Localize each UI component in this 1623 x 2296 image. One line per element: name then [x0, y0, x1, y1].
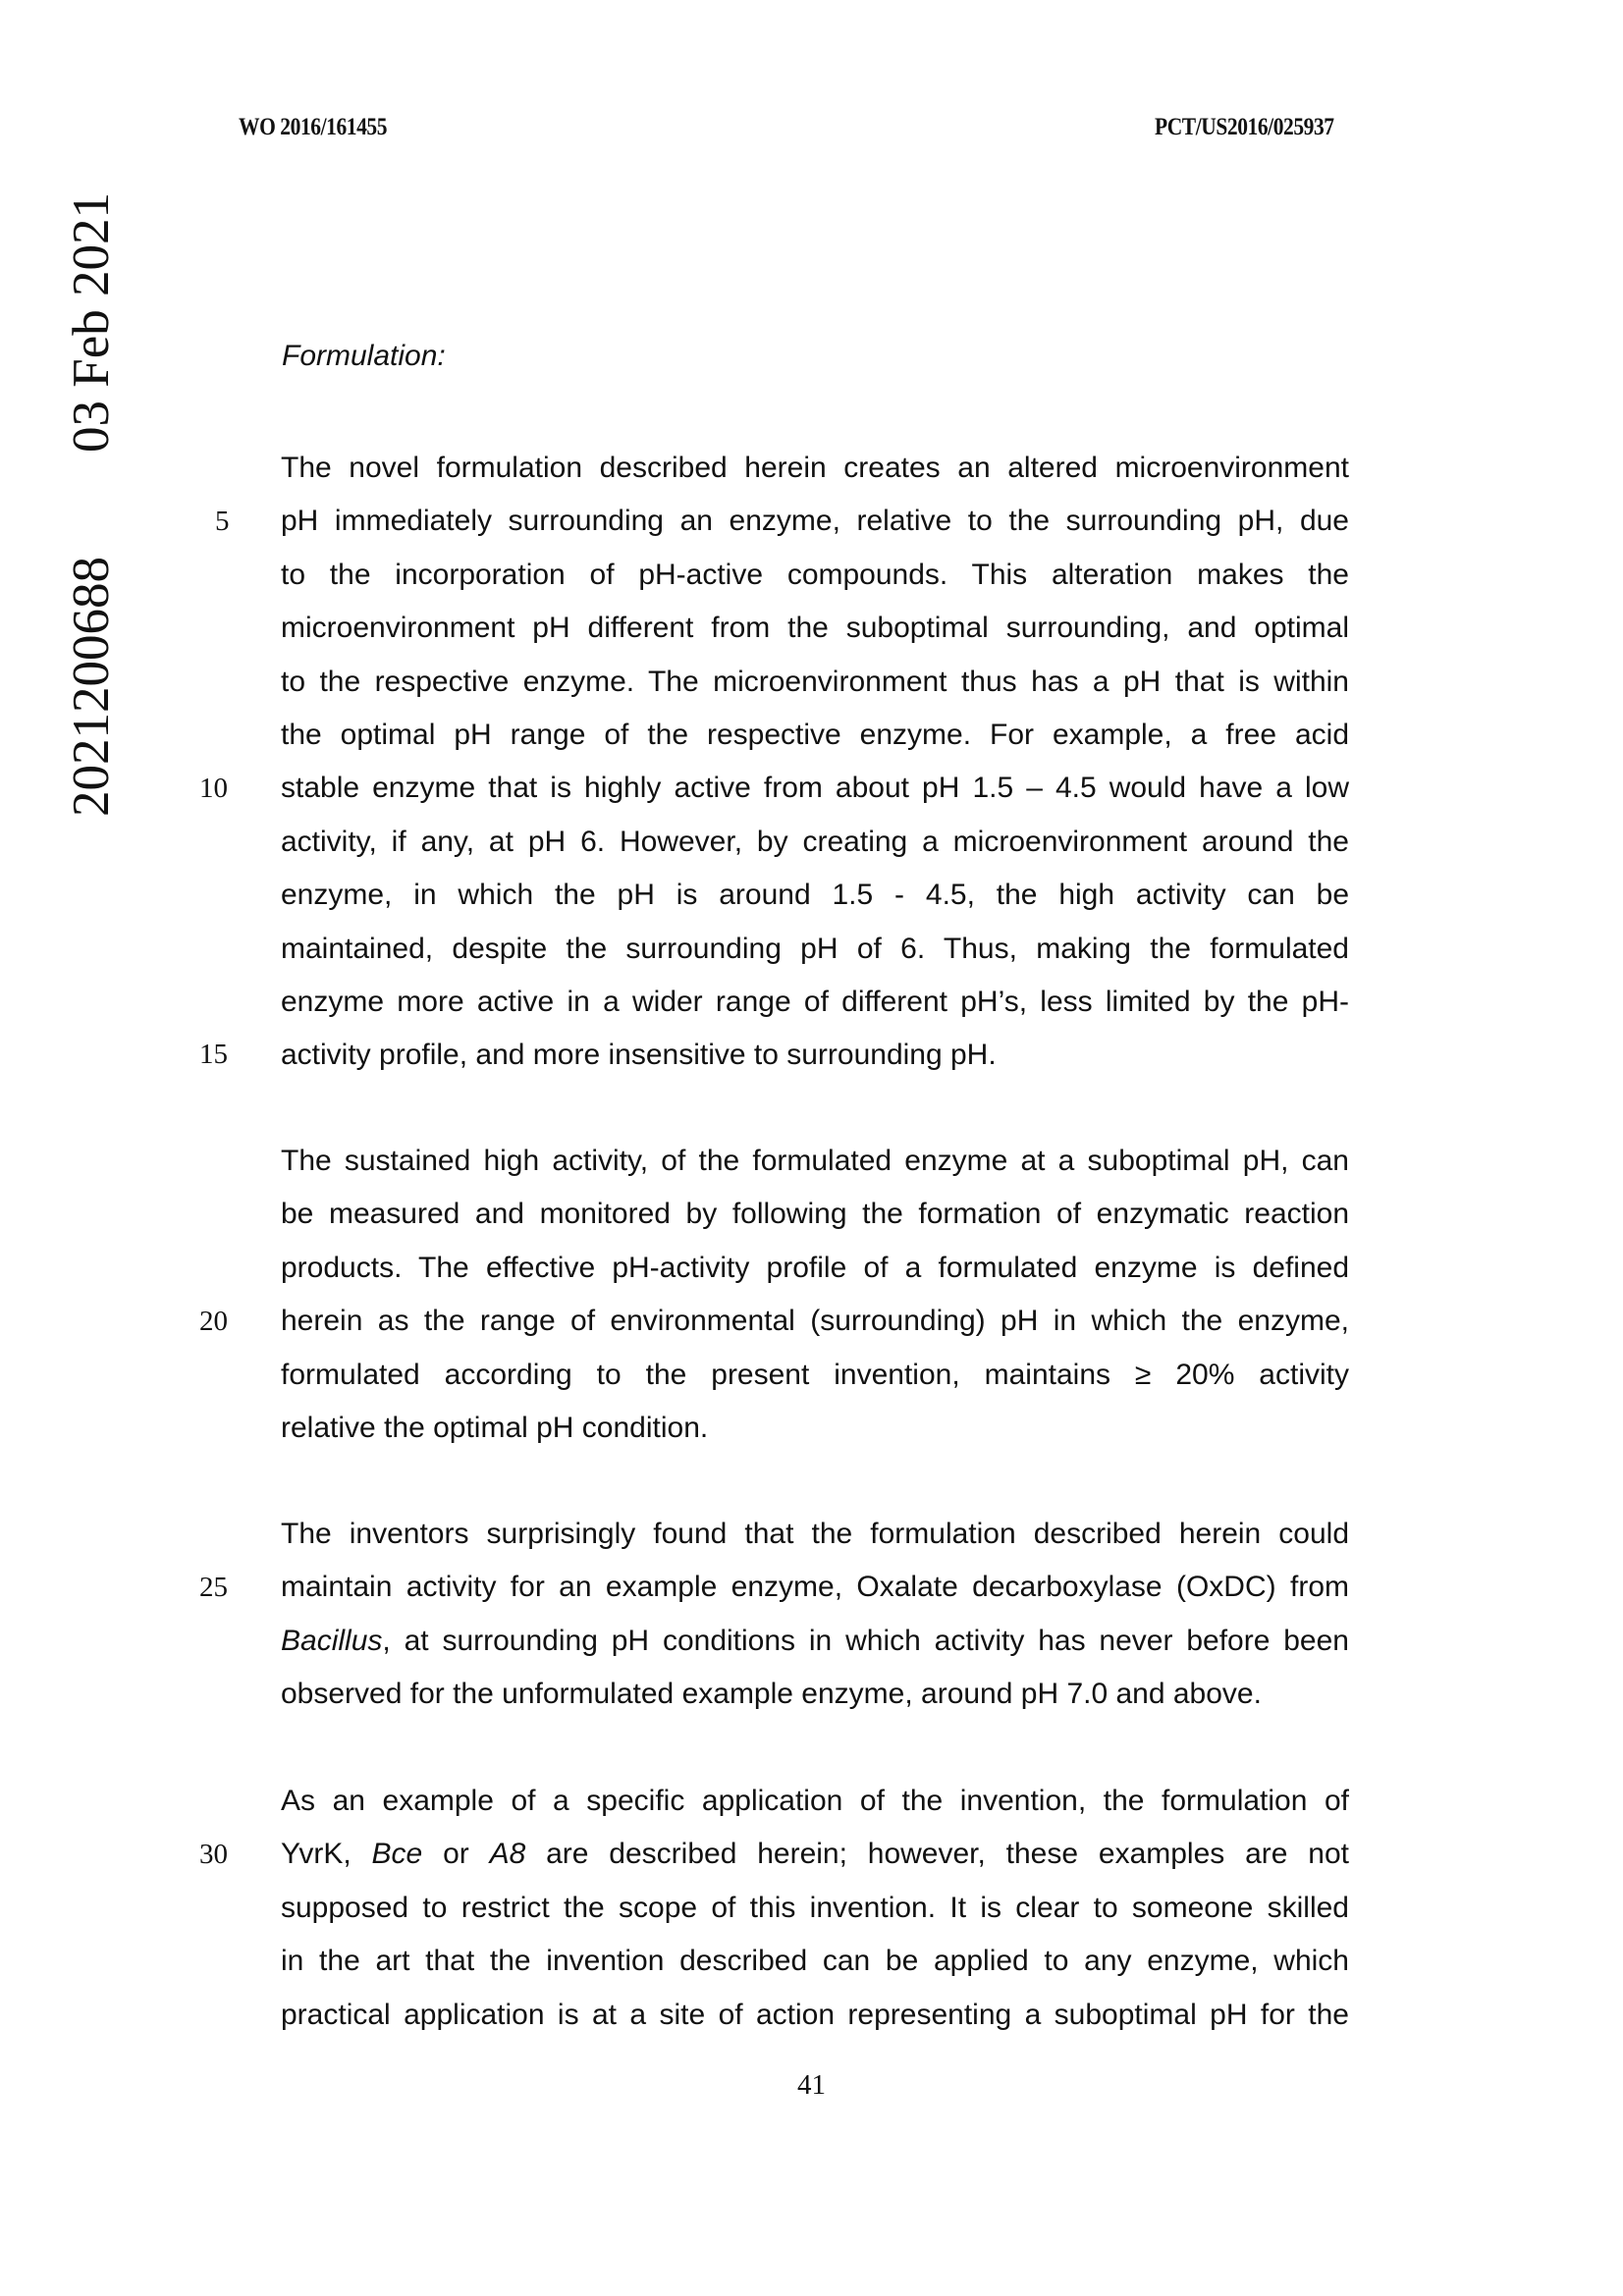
text-line: The inventors surprisingly found that the formulation described herein could — [281, 1518, 1349, 1550]
text-line: to the incorporation of pH-active compounds. This alteration makes the — [281, 558, 1349, 591]
text-line: As an example of a specific application of the invention, the formulation of — [281, 1785, 1349, 1817]
text-line: maintained, despite the surrounding pH of 6. Thus, making the formulated — [281, 932, 1349, 965]
text-line: activity profile, and more insensitive to surrounding pH. — [281, 1039, 997, 1072]
text-line: The novel formulation described herein creates an altered microenvironment — [281, 452, 1349, 484]
text-line: maintain activity for an example enzyme, Oxalate decarboxylase (OxDC) from — [281, 1571, 1349, 1604]
line-number-15: 15 — [199, 1039, 228, 1070]
text-line: Bacillus, at surrounding pH conditions in which activity has never before been — [281, 1624, 1349, 1657]
text-line: microenvironment pH different from the suboptimal surrounding, and optimal — [281, 612, 1349, 645]
text-line: herein as the range of environmental (surrounding) pH in which the enzyme, — [281, 1305, 1349, 1338]
paragraph-4 — [281, 1775, 1349, 2042]
italic-genus: Bacillus — [281, 1624, 383, 1657]
section-heading: Formulation: — [282, 340, 446, 372]
margin-date: 03 Feb 2021 — [63, 192, 120, 453]
text-line: The sustained high activity, of the formulated enzyme at a suboptimal pH, can — [281, 1145, 1349, 1177]
text-line: pH immediately surrounding an enzyme, relative to the surrounding pH, due — [281, 505, 1349, 538]
line-number-10: 10 — [199, 773, 228, 804]
text-line: activity, if any, at pH 6. However, by creating a microenvironment around the — [281, 825, 1349, 858]
text-line: the optimal pH range of the respective enzyme. For example, a free acid — [281, 718, 1349, 751]
page-number: 41 — [797, 2069, 826, 2101]
text-line: to the respective enzyme. The microenvironment thus has a pH that is within — [281, 665, 1349, 698]
italic-enzyme-bce: Bce — [371, 1838, 423, 1871]
text-line: YvrK, Bce or A8 are described herein; however, these examples are not — [281, 1838, 1350, 1871]
italic-enzyme-a8: A8 — [489, 1838, 526, 1871]
publication-number: WO 2016/161455 — [239, 114, 388, 140]
paragraph-3 — [281, 1508, 1349, 1722]
paragraph-1 — [281, 442, 1349, 1083]
text-line: relative the optimal pH condition. — [281, 1411, 709, 1444]
text-line: stable enzyme that is highly active from about pH 1.5 – 4.5 would have a low — [281, 772, 1349, 805]
application-number: PCT/US2016/025937 — [1155, 114, 1334, 140]
text-line: formulated according to the present invention, maintains ≥ 20% activity — [281, 1358, 1349, 1391]
text-line: enzyme more active in a wider range of different pH’s, less limited by the pH- — [281, 985, 1349, 1018]
line-number-30: 30 — [199, 1839, 228, 1870]
text-line: observed for the unformulated example enzyme, around pH 7.0 and above. — [281, 1678, 1262, 1711]
margin-stamp — [63, 192, 120, 817]
text-line: be measured and monitored by following the formation of enzymatic reaction — [281, 1198, 1349, 1231]
line-number-20: 20 — [199, 1306, 228, 1337]
margin-document-number: 2021200688 — [63, 557, 120, 817]
text-line: enzyme, in which the pH is around 1.5 - 4.5, the high activity can be — [281, 879, 1349, 912]
line-number-5: 5 — [215, 506, 230, 537]
paragraph-2 — [281, 1135, 1349, 1455]
text-line: supposed to restrict the scope of this invention. It is clear to someone skilled — [281, 1891, 1349, 1924]
text-line: in the art that the invention described can be applied to any enzyme, which — [281, 1945, 1349, 1978]
line-number-25: 25 — [199, 1572, 228, 1603]
text-line: products. The effective pH-activity profile of a formulated enzyme is defined — [281, 1251, 1349, 1284]
text-line: practical application is at a site of action representing a suboptimal pH for the — [281, 1998, 1349, 2031]
